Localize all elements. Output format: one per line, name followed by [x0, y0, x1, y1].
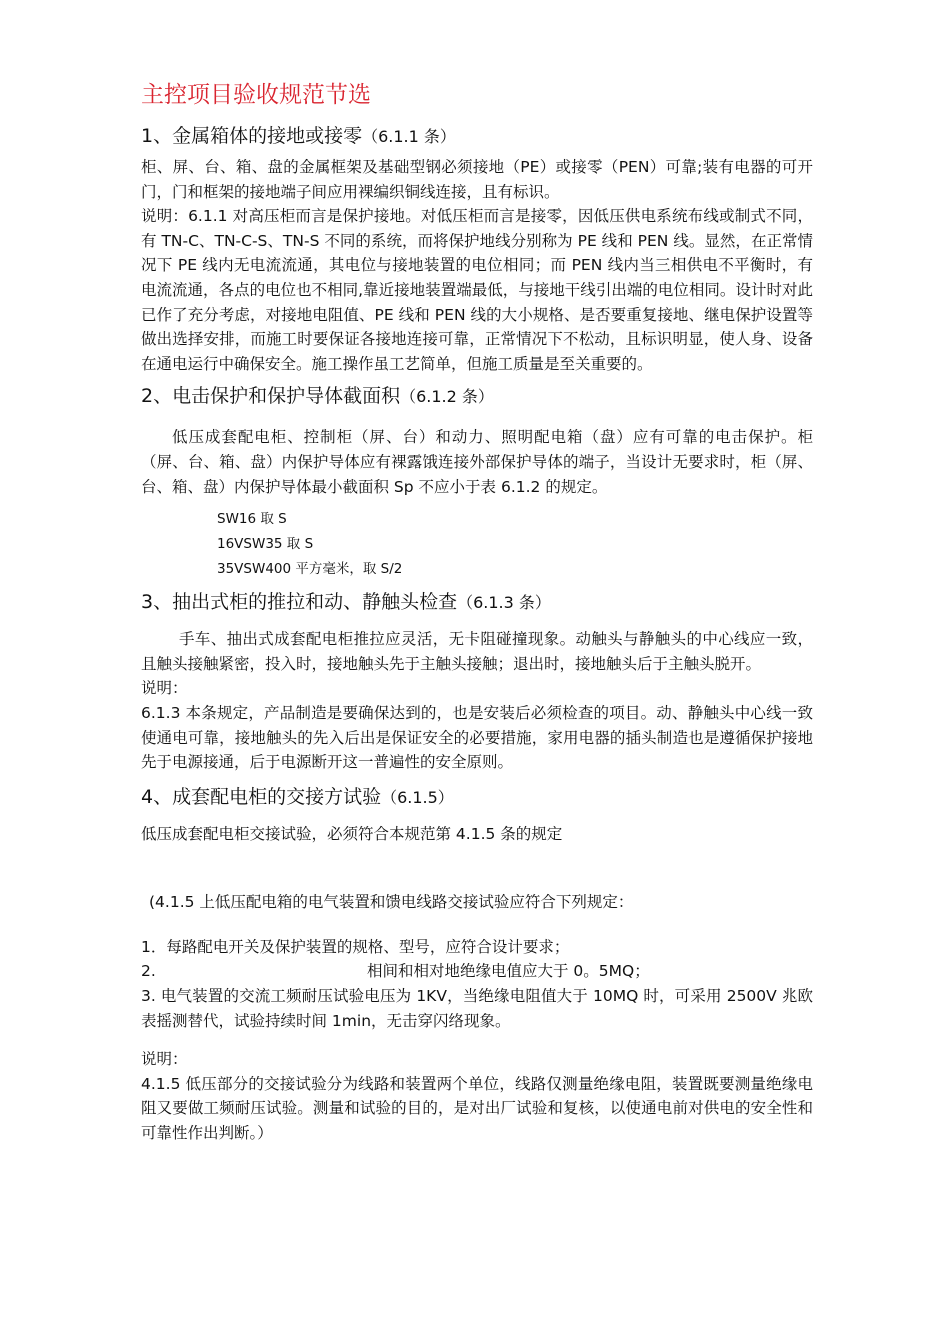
section-2-heading — [141, 382, 813, 411]
section-1-heading-text: 1、金属箱体的接地或接零 — [141, 125, 363, 147]
section-4-body: 低压成套配电柜交接试验，必须符合本规范第 4.1.5 条的规定 — [141, 824, 563, 843]
section-4-item-3: 3. 电气装置的交流工频耐压试验电压为 1KV，当绝缘电阻值大于 10MQ 时，可采用 2500V 兆欧表摇测替代，试验持续时间 1min，无击穿闪络现象。 — [141, 987, 813, 1030]
section-3-ref: （6.1.3 条） — [457, 593, 551, 613]
section-3-note: 6.1.3 本条规定，产品制造是要确保达到的，也是安装后必须检查的项目。动、静触头中心线一致使通电可靠，接地触头的先入后出是保证安全的必要措施，家用电器的插头制造也是遵循保护接地先于电源接通，后于电源断开这一普遍性的安全原则。 — [141, 703, 813, 772]
list-item: 35VSW400 平方毫米，取 S/2 — [217, 561, 403, 578]
section-4-heading-text: 4、成套配电柜的交接方试验 — [141, 785, 382, 808]
document-page — [141, 78, 813, 1146]
document-title: 主控项目验收规范节选 — [141, 82, 371, 108]
section-1-note: 说明：6.1.1 对高压柜而言是保护接地。对低压柜而言是接零，因低压供电系统布线或制式不同，有 TN-C、TN-C-S、TN-S 不同的系统，而将保护地线分别称为 PE 线和 PEN 线。显然，在正常情况下 PE 线内无电流流通，其电位与接地装置的电位相同；而 PEN 线内当三相供电不平衡时，有电流流通，各点的电位也不相同,靠近接地装置端最低，与接地干线引出端的电位相同。设计时对此已作了充分考虑，对接地电阻值、PE 线和 PEN 线的大小规格、是否要重复接地、继电保护设置等做出选择安排，而施工时要保证各接地连接可靠，正常情况下不松动，且标识明显，使人身、设备在通电运行中确保安全。施工操作虽工艺简单，但施工质量是至关重要的。 — [141, 207, 813, 373]
section-2-body: 低压成套配电柜、控制柜（屏、台）和动力、照明配电箱（盘）应有可靠的电击保护。柜（屏、台、箱、盘）内保护导体应有裸露饿连接外部保护导体的端子，当设计无要求时，柜（屏、台、箱、盘）内保护导体最小截面积 Sp 不应小于表 6.1.2 的规定。 — [141, 428, 813, 496]
section-1-ref: （6.1.1 条） — [362, 127, 456, 146]
section-4-note-label: 说明： — [141, 1050, 188, 1069]
section-4-item-2 — [141, 959, 813, 984]
section-3-body: 手车、抽出式成套配电柜推拉应灵活，无卡阻碰撞现象。动触头与静触头的中心线应一致，且触头接触紧密，投入时，接地触头先于主触头接触；退出时，接地触头后于主触头脱开。 — [141, 630, 813, 673]
section-4-note: 4.1.5 低压部分的交接试验分为线路和装置两个单位，线路仅测量绝缘电阻，装置既要测量绝缘电阻又要做工频耐压试验。测量和试验的目的，是对出厂试验和复核，以使通电前对供电的安全性和可靠性作出判断。） — [141, 1074, 813, 1143]
section-2-heading-text: 2、电击保护和保护导体截面积 — [141, 385, 401, 408]
item-2-number: 2. — [141, 962, 156, 981]
section-1-body: 柜、屏、台、箱、盘的金属框架及基础型钢必须接地（PE）或接零（PEN）可靠;装有电器的可开门，门和框架的接地端子间应用裸编织铜线连接，且有标识。 — [141, 158, 813, 201]
section-4-quote: (4.1.5 上低压配电箱的电气装置和馈电线路交接试验应符合下列规定： — [149, 893, 634, 912]
section-2-list — [141, 507, 813, 582]
section-1-heading — [141, 122, 813, 151]
section-4-ref: （6.1.5） — [381, 787, 454, 807]
section-4-item-1: 1．每路配电开关及保护装置的规格、型号，应符合设计要求； — [141, 937, 570, 956]
section-4-heading — [141, 783, 813, 812]
section-2-ref: （6.1.2 条） — [400, 387, 494, 407]
section-3-note-label: 说明： — [141, 679, 188, 698]
section-3-heading-text: 3、抽出式柜的推拉和动、静触头检查 — [141, 591, 458, 614]
item-2-text: 相间和相对地绝缘电值应大于 0。5MQ； — [367, 962, 650, 981]
section-3-heading — [141, 588, 813, 617]
list-item: SW16 取 S — [217, 511, 287, 528]
list-item: 16VSW35 取 S — [217, 536, 314, 553]
